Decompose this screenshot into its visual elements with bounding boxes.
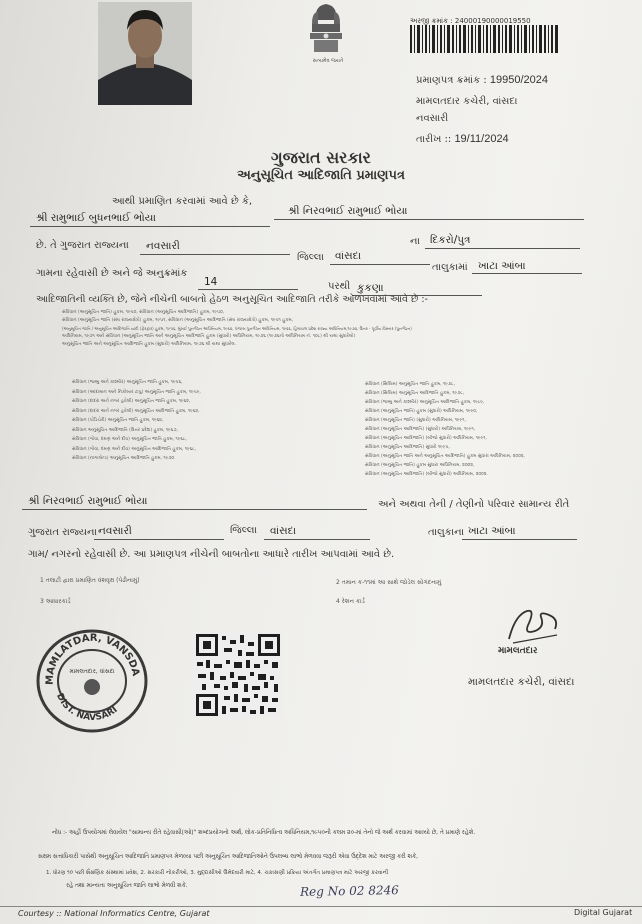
footer-line: રહે તથા માન્યતા અનુસૂચિત જાતિ લાભો મેળવી શકે. xyxy=(66,883,188,889)
district-label: જિલ્લા xyxy=(297,252,324,263)
order-item: સંવિધાન (દાદરા અને નગર હવેલી) અનુસૂચિત આદિજાતિ હુકમ, ૧૯૬૨, xyxy=(72,408,200,414)
order-item: સંવિધાન (સિક્કિમ) અનુસૂચિત જાતિ હુકમ, ૧૯૭૮, xyxy=(365,382,455,387)
footer-line: 1. ધોરણ ૧૦ પછી શૈક્ષણિક સંસ્થામાં પ્રવેશ, 2. સરકારી નોકરીઓ, 3. મુદ્દાસીઓ ઉમેદવારી માટે, 4. ચકાસણી પ્રક્રિયા અંતર્ગત પ્રમાણપત્ર માટે અરજી કરવાની xyxy=(46,870,389,876)
qr-code xyxy=(194,632,282,718)
applicant-photo xyxy=(98,2,192,105)
order-item: સંવિધાન (આંદામાન અને નિકોબાર ટાપુ) અનુસૂચિત જાતિ હુકમ, ૧૯૫૯, xyxy=(72,389,201,395)
digital-gujarat-text: Digital Gujarat xyxy=(574,908,633,917)
signatory-office: મામલતદાર કચેરી, વાંસદા xyxy=(468,676,575,688)
signatory-title: મામલતદાર xyxy=(498,646,538,656)
footer-line: સક્ષમ સત્તાધિકારી પાસેથી અનુસૂચિત આદિજાતિ પ્રમાણપત્ર મેળવ્યા પછી અનુસૂચિત આદિજાતિઓને ઉપલબ્ધ લાભો મેળવવા જરૂરી એવા ઉદ્દેશ માટે અરજી કરી શકે, xyxy=(38,854,418,860)
order-item: સંવિધાન (સિક્કિમ) અનુસૂચિત આદિજાતિ હુકમ, ૧૯૭૮, xyxy=(365,391,465,396)
district-value-2: નવસારી xyxy=(98,525,132,537)
issuer-line-2: નવસારી xyxy=(416,113,449,124)
government-title: ગુજરાત સરકાર xyxy=(271,148,371,167)
taluka-label-2: તાલુકાના xyxy=(428,527,465,538)
order-item: સંવિધાન (અનુસૂચિત આદિજાતિ) સુધારો ૧૯૯૫, xyxy=(365,445,450,450)
stamp-ring-text: MAMLATDAR, VANSDA xyxy=(44,632,141,686)
note-text: નોંધ :- અહીં ઉપયોગમાં લેવાયેલ "સામાન્ય રીતે રહેવાસી(ઓ)" શબ્દપ્રયોગનો અર્થ, લોક-પ્રતિનિધિત્વ અધિનિયમ,૧૯૫૦ની કલમ ૨૦-માં તેનો જે અર્થ કરવામાં આવ્યો છે, તે પ્રમાણે રહેશે. xyxy=(52,830,476,836)
order-item: સંવિધાન (ગોવા, દમણ અને દીવ) અનુસૂચિત આદિજાતિ હુકમ, ૧૯૬૮, xyxy=(72,446,197,452)
basis-item: 1 તલાટી દ્વારા પ્રમાણિત વંશવૃક્ષ (પેઢીનામું) xyxy=(40,577,140,584)
certificate-title: અનુસૂચિત આદિજાતિ પ્રમાણપત્ર xyxy=(237,168,405,183)
order-item: સંવિધાન (અનુસૂચિત જાતિ અને અનુસૂચિત આદિજાતિ) હુકમ સુધારા અધિનિયમ, ૨૦૦૨, xyxy=(365,454,525,459)
stamp-inner-text: મામલતદાર, વાંસદા xyxy=(69,668,115,675)
order-item: સંવિધાન (પોંડિચેરી) અનુસૂચિત જાતિ હુકમ, ૧૯૬૪, xyxy=(72,418,164,423)
caste-label: પરથી xyxy=(328,281,351,292)
taluka-label: તાલુકામાં xyxy=(432,262,468,273)
family-line-suffix: અને અથવા તેની / તેણીનો પરિવાર સામાન્ય રીતે xyxy=(378,499,570,510)
residence-prefix: ગામના રહેવાસી છે અને જે અનુક્રમાંક xyxy=(36,268,188,279)
village-value-2: ખાટા આંબા xyxy=(468,525,516,537)
order-item: સંવિધાન (જમ્મુ અને કાશ્મીર) અનુસૂચિત જાતિ હુકમ, ૧૯૫૬, xyxy=(72,380,183,385)
tribe-statement: આદિજાતિની વ્યક્તિ છે, જેને નીચેની બાબતો હેઠળ અનુસૂચિત આદિજાતિ તરીકે ઓળખવામાં આવે છે :- xyxy=(36,294,428,305)
issue-date: 19/11/2024 xyxy=(454,133,509,145)
basis-item: 2 તમાન ક-૧૧માં આ સાથે જોડેલ સોગંદનામું xyxy=(336,579,442,586)
state-prefix-2: ગુજરાત રાજ્યના xyxy=(28,527,97,538)
order-item: સંવિધાન (અનુસૂચિત આદિજાતિ) (સુધારો) અધિનિયમ, ૧૯૯૧, xyxy=(365,427,476,432)
ashoka-emblem xyxy=(300,0,352,62)
orders-left-column xyxy=(72,378,201,464)
order-line: (અનુસૂચિત જાતિ / અનુસૂચિત આદિજાતિ યાદી (ફેરફાર) હુકમ, ૧૯૫૬, મુંબઈ પુનર્ગઠન અધિનિયમ, ૧૯૬૦, પંજાબ પુનર્ગઠન અધિનિયમ, ૧૯૬૬, હિમાચલ પ્રદેશ રાજ્ય અધિનિયમ,૧૯૭૦, ઉત્તર - પૂર્વીય વિસ્તાર (પુનર્ગઠન) xyxy=(62,326,412,331)
order-item: સંવિધાન (અનુસૂચિત જાતિ) (સુધારો) અધિનિયમ, ૧૯૯૧, xyxy=(365,418,466,423)
issue-date-line xyxy=(416,133,509,145)
order-item: સંવિધાન (જમ્મુ અને કાશ્મીર) અનુસૂચિત આદિજાતિ હુકમ, ૧૯૮૯, xyxy=(365,400,485,405)
signature xyxy=(505,605,565,650)
order-item: સંવિધાન (દાદરા અને નગર હવેલી) અનુસૂચિત જાતિ હુકમ, ૧૯૬૨, xyxy=(72,399,191,404)
basis-item: 4 રેશન કાર્ડ xyxy=(336,598,365,605)
certificate-number-line xyxy=(416,74,548,86)
district-value: નવસારી xyxy=(146,240,180,252)
order-item: સંવિધાન અનુસૂચિત આદિજાતિ (ઉત્તર પ્રદેશ) હુકમ, ૧૯૬૭, xyxy=(72,427,178,433)
certificate-number-label: પ્રમાણપત્ર ક્રમાંક : xyxy=(416,75,487,86)
order-line: અધિનિયમ, ૧૯૭૧ અને સંવિધાન (અનુસૂચિત જાતિ અને અનુસૂચિત આદિજાતિ હુકમ (સુધારો) અધિનિયમ, ૧૯૭૬ (૧૯૭૬નો અધિનિયમ નં. ૧૦૮) થી યથા સુધારેલો) xyxy=(62,334,356,339)
father-name: શ્રી રામુભાઈ બુધનભાઈ ભોયા xyxy=(36,212,156,224)
order-item: સંવિધાન (અનુસૂચિત જાતિ) હુકમ (સુધારો) અધિનિયમ, ૧૯૯૦, xyxy=(365,409,478,414)
date-label: તારીખ :: xyxy=(416,134,452,145)
son-of-label: ના xyxy=(410,236,420,247)
stamp-bottom-text: DIST. NAVSARI xyxy=(54,691,120,723)
certificate-number: 19950/2024 xyxy=(489,74,549,86)
certify-text: આથી પ્રમાણિત કરવામાં આવે છે કે, xyxy=(112,196,253,207)
emblem-caption: સત્યમેવ જયતે xyxy=(312,58,344,64)
application-number: અરજી ક્રમાંક : 24000190000019550 xyxy=(410,17,531,25)
taluka-value-2: વાંસદા xyxy=(270,525,297,537)
caste-value: કુકણા xyxy=(357,282,384,294)
order-line: સંવિધાન (અનુસૂચિત જાતિ) હુકમ, ૧૯૫૦, સંવિધાન (અનુસૂચિત આદિજાતિ) હુકમ, ૧૯૫૦, xyxy=(62,310,225,315)
order-item: સંવિધાન (ગોવા, દમણ અને દીવ) અનુસૂચિત જાતિ હુકમ, ૧૯૬૮, xyxy=(72,437,187,442)
order-item: સંવિધાન (અનુસૂચિત આદિજાતિ) (બીજો સુધારો) અધિનિયમ, ૧૯૯૧, xyxy=(365,436,487,441)
applicant-name: શ્રી નિરવભાઈ રામુભાઈ ભોયા xyxy=(288,205,408,217)
issuer-line-1: મામલતદાર કચેરી, વાંસદા xyxy=(416,96,518,107)
handwritten-registration: Reg No 02 8246 xyxy=(299,883,399,899)
barcode xyxy=(410,25,560,53)
state-prefix: છે. તે ગુજરાત રાજ્યના xyxy=(36,240,129,251)
serial-number: 14 xyxy=(204,276,218,288)
village-value: ખાટા આંબા xyxy=(478,260,526,272)
taluka-value: વાંસદા xyxy=(335,250,362,262)
residence-line-2: ગામ/ નગરનો રહેવાસી છે. આ પ્રમાણપત્ર નીચેની બાબતોના આધારે તારીખ આપવામાં આવે છે. xyxy=(28,549,395,560)
order-line: અનુસૂચિત જાતિ અને અનુસૂચિત આદિજાતિ હુકમ (સુધારો) અધિનિયમ, ૧૯૭૬ થી યથા સુધારેલ. xyxy=(62,342,237,347)
relation: દિકરો/પુત્ર xyxy=(430,234,471,246)
order-item: સંવિધાન (અનુસૂચિત આદિજાતિ) (બીજો સુધારો) અધિનિયમ, ૨૦૦૨. xyxy=(365,472,488,477)
courtesy-text: Courtesy :: National Informatics Centre, Gujarat xyxy=(18,909,210,918)
district-label-2: જિલ્લા xyxy=(230,525,257,536)
orders-block xyxy=(62,309,412,349)
applicant-name-repeat: શ્રી નિરવભાઈ રામુભાઈ ભોયા xyxy=(28,495,148,507)
order-item: સંવિધાન (અનુસૂચિત જાતિ) હુકમ સુધારા અધિનિયમ, ૨૦૦૨, xyxy=(365,463,475,468)
official-stamp xyxy=(33,625,151,735)
orders-right-column xyxy=(365,380,525,479)
order-item: સંવિધાન (નાગાલેન્ડ) અનુસૂચિત આદિજાતિ હુકમ, ૧૯૭૦. xyxy=(72,456,176,461)
basis-item: 3 આધારકાર્ડ xyxy=(40,598,71,605)
order-line: સંવિધાન (અનુસૂચિત જાતિ (સંઘ રાજ્યક્ષેત્રો) હુકમ, ૧૯૫૧, સંવિધાન (અનુસૂચિત આદિજાતિ (સંઘ રાજ્યક્ષેત્રો) હુકમ, ૧૯૫૧ હુકમ, xyxy=(62,318,294,323)
